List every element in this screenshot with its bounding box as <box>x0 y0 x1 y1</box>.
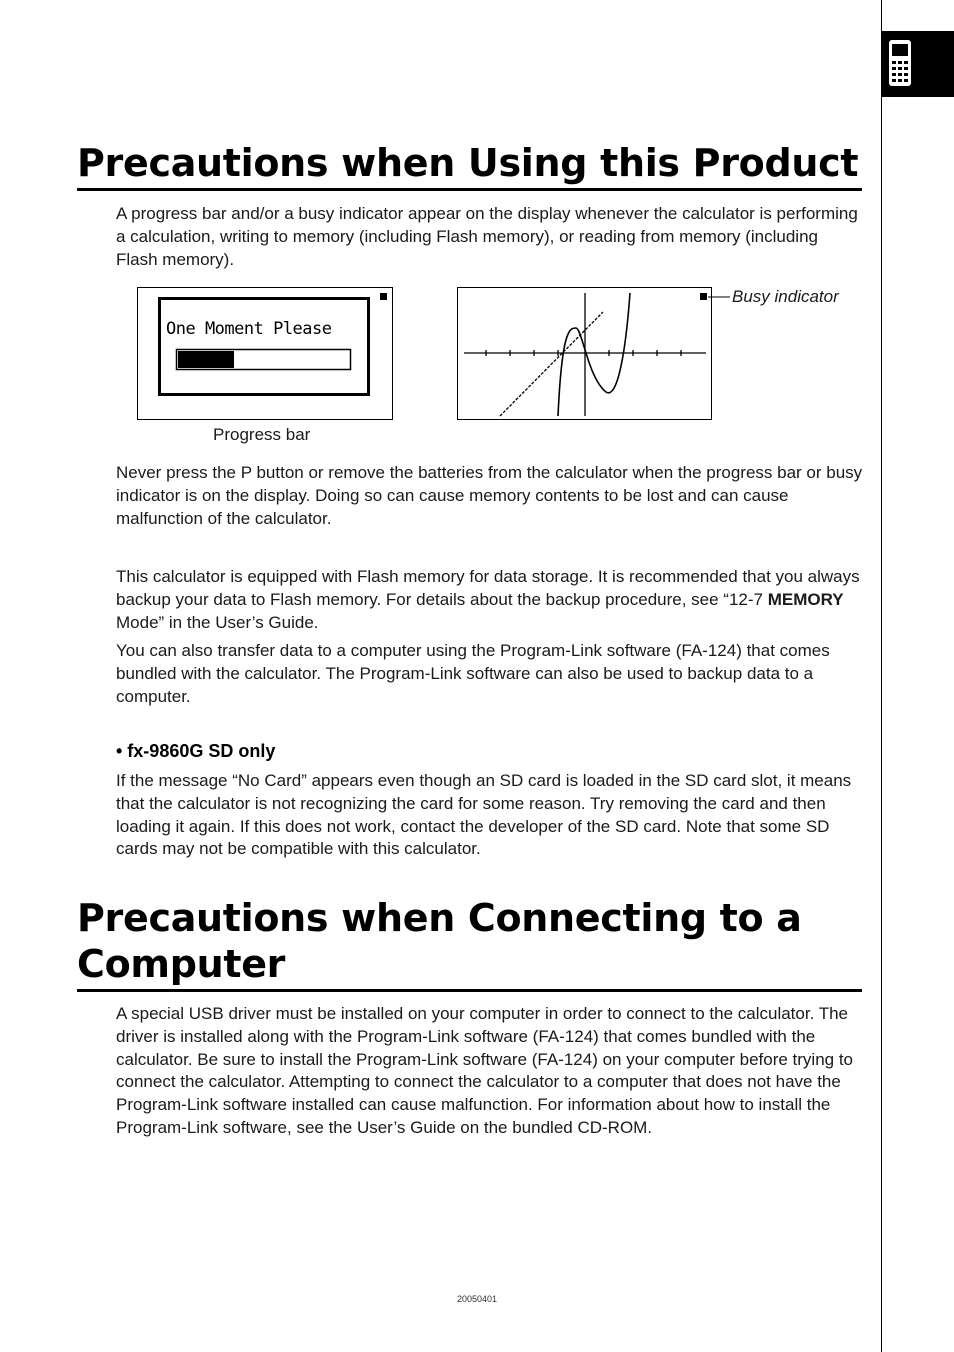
intro-paragraph: A progress bar and/or a busy indicator appear on the display whenever the calculator is performing a calculation, writing to memory (including Flash memory), or reading from memory (including Flash memory). <box>116 204 858 269</box>
sd-paragraph: If the message “No Card” appears even though an SD card is loaded in the SD card slot, it means that the calculator is not recognizing the card for some reason. Try removing the card and then loading it again. If this does not work, contact the developer of the SD card. Note that some SD cards may not be compatible with this calculator. <box>116 771 852 859</box>
progress-fill <box>178 351 234 368</box>
flash-text-2: Mode” in the User’s Guide. <box>116 612 319 632</box>
section-title-connecting-2: Computer <box>77 942 286 986</box>
side-tab <box>882 31 954 97</box>
graph-screen <box>457 287 712 420</box>
usb-paragraph: A special USB driver must be installed on your computer in order to connect to the calculator. The driver is installed along with the Program-Link software (FA-124) that comes bundled with the calculator. Be sure to install the Program-Link software (FA-124) on your computer before trying to connect the calculator. Attempting to connect the calculator to a computer that does not have the Program-Link software installed can cause malfunction. For information about how to install the Program-Link software, see the User’s Guide on the bundled CD-ROM. <box>116 1004 854 1137</box>
section-title-using: Precautions when Using this Product <box>77 141 859 185</box>
section-title-rule-2 <box>77 989 862 992</box>
flash-text-1: This calculator is equipped with Flash memory for data storage. It is recommended that you always backup your data to Flash memory. For details about the backup procedure, see “12-7 <box>116 567 860 609</box>
footer-code: 20050401 <box>456 1294 498 1304</box>
section-title-rule <box>77 188 862 191</box>
transfer-paragraph: You can also transfer data to a computer using the Program-Link software (FA-124) that comes bundled with the calculator. The Program-Link software can also be used to backup data to a computer. <box>116 641 830 706</box>
progress-screen <box>137 287 393 420</box>
sd-heading: • fx-9860G SD only <box>116 741 276 761</box>
busy-caption: Busy indicator <box>732 287 839 306</box>
warning-paragraph: Never press the P button or remove the batteries from the calculator when the progress bar or busy indicator is on the display. Doing so can cause memory contents to be lost and can cause malfunction of the calculator. <box>116 463 863 528</box>
section-title-connecting-1: Precautions when Connecting to a <box>77 896 802 940</box>
busy-leader-line <box>708 295 732 299</box>
busy-indicator-icon <box>700 293 707 300</box>
calculator-icon <box>888 39 912 87</box>
busy-square <box>380 293 387 300</box>
page-edge-line <box>881 0 882 1352</box>
progress-message: One Moment Please <box>166 319 332 339</box>
progress-caption: Progress bar <box>213 425 311 444</box>
memory-mode-name: MEMORY <box>767 589 844 609</box>
flash-paragraph <box>116 566 864 634</box>
